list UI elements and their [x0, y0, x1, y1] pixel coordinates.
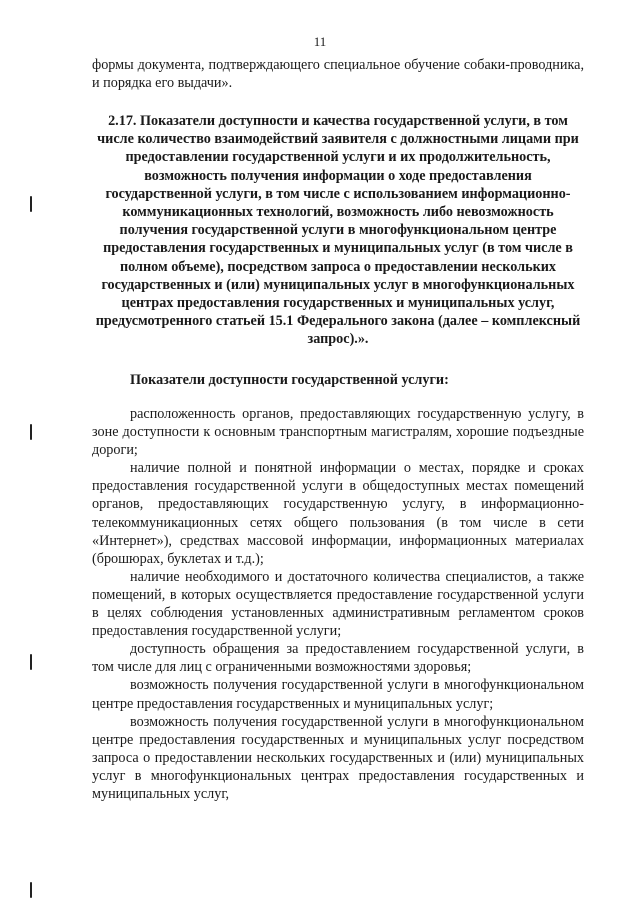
section-heading: 2.17. Показатели доступности и качества государственной услуги, в том числе количество взаимодействий заявителя с должностными лицами при предоставлении государственной услуги и их продолжительность, возможность получения информации о ходе предоставления государственной услуги, в том числе с использованием информационно-коммуникационных технологий, возможность либо невозможность получения государственной услуги в многофункциональном центре предоставления государственных и муниципальных услуг (в том числе в полном объеме), посредством запроса о предоставлении нескольких государственных и (или) муниципальных услуг в многофункциональных центрах предоставления государственных и муниципальных услуг, предусмотренного статьей 15.1 Федерального закона (далее – комплексный запрос).».: [95, 113, 581, 348]
page-number: 11: [313, 34, 327, 49]
binding-mark: [30, 196, 32, 212]
accessibility-list: [92, 405, 584, 803]
list-item: наличие необходимого и достаточного количества специалистов, а также помещений, в которых осуществляется предоставление государственной услуги в целях соблюдения установленных административным регламентом сроков предоставления государственной услуги;: [92, 568, 584, 640]
accessibility-title: Показатели доступности государственной услуги:: [130, 372, 449, 388]
intro-paragraph: формы документа, подтверждающего специальное обучение собаки-проводника, и порядка его выдачи».: [92, 57, 584, 91]
binding-mark: [30, 424, 32, 440]
list-item: возможность получения государственной услуги в многофункциональном центре предоставления государственных и муниципальных услуг;: [92, 677, 584, 712]
intro-paragraph-container: [92, 56, 584, 92]
binding-mark: [30, 654, 32, 670]
binding-mark: [30, 882, 32, 898]
list-item: наличие полной и понятной информации о местах, порядке и сроках предоставления государственной услуги в общедоступных местах помещений органов, предоставляющих государственную услугу, в информационно-телекоммуникационных сетях общего пользования (в том числе в сети «Интернет»), средствах массовой информации, информационных материалах (брошюрах, буклетах и т.д.);: [92, 460, 584, 567]
list-item: доступность обращения за предоставлением государственной услуги, в том числе для лиц с ограниченными возможностями здоровья;: [92, 641, 584, 676]
list-item: расположенность органов, предоставляющих государственную услугу, в зоне доступности к основным транспортным магистралям, хорошие подъездные дороги;: [92, 406, 584, 459]
list-item: возможность получения государственной услуги в многофункциональном центре предоставления государственных и муниципальных услуг посредством запроса о предоставлении нескольких государственных и (или) муниципальных услуг в многофункциональных центрах предоставления государственных и муниципальных услуг,: [92, 713, 584, 802]
